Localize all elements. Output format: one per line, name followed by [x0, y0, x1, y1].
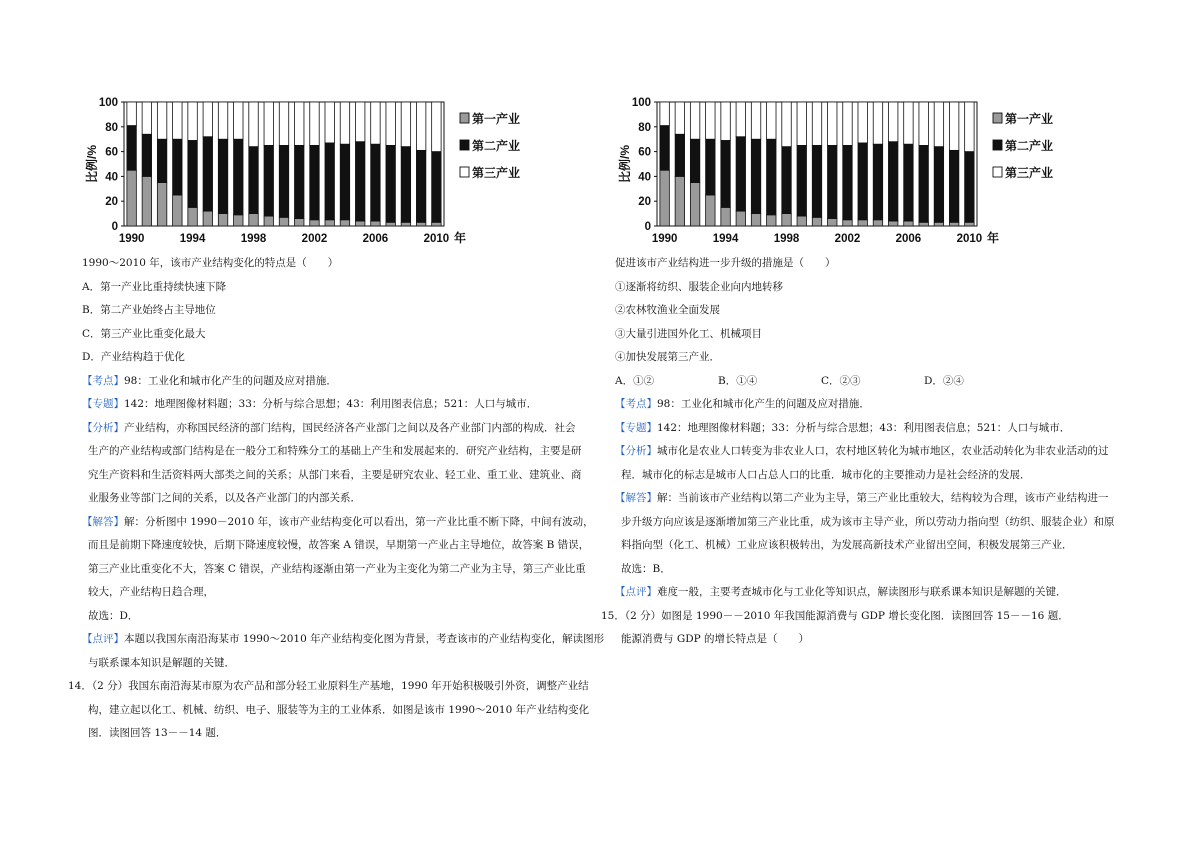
kaodian-tag: 【考点】	[82, 374, 124, 387]
bar-segment	[858, 220, 867, 226]
option-c: C．第三产业比重变化最大	[82, 327, 206, 340]
bar-segment	[173, 139, 182, 195]
zhuanti-tag: 【专题】	[615, 421, 657, 434]
bar-segment	[249, 214, 258, 226]
fenxi-tag: 【分析】	[82, 421, 124, 434]
bar-segment	[249, 102, 258, 147]
bar-segment	[340, 220, 349, 226]
bar-segment	[965, 222, 974, 226]
bar-segment	[949, 150, 958, 222]
bar-segment	[188, 207, 197, 226]
y-axis-label: 比例/%	[618, 144, 632, 184]
dianping-line	[615, 581, 1115, 605]
bar-segment	[751, 102, 760, 139]
fenxi-text: 业服务业等部门之间的关系，以及各产业部门的内部关系．	[88, 492, 361, 504]
bar-segment	[751, 214, 760, 226]
kaodian-text: 98：工业化和城市化产生的问题及应对措施．	[124, 374, 337, 387]
bar-segment	[142, 134, 151, 176]
bar-segment	[888, 102, 897, 142]
options-row	[615, 370, 1115, 394]
jieda-text: 较大，产业结构日趋合理，	[88, 586, 214, 598]
y-tick-label: 0	[111, 221, 118, 233]
x-tick-label: 2006	[362, 233, 389, 245]
bar-segment	[690, 139, 699, 182]
bar-segment	[828, 102, 837, 145]
zhuanti-text: 142：地理图像材料题；33：分析与综合思想；43：利用图表信息；521：人口与城市．	[124, 398, 538, 410]
bar-segment	[949, 222, 958, 226]
dianping-tag: 【点评】	[82, 633, 124, 645]
zhuanti-tag: 【专题】	[82, 398, 124, 410]
bar-segment	[386, 145, 395, 222]
bar-segment	[736, 211, 745, 226]
bar-segment	[904, 144, 913, 221]
bar-segment	[355, 221, 364, 226]
bar-segment	[919, 102, 928, 145]
bar-segment	[371, 221, 380, 226]
bar-segment	[142, 176, 151, 226]
option-c: C．②③	[821, 374, 861, 387]
bar-segment	[873, 220, 882, 226]
item-3: ③大量引进国外化工、机械项目	[615, 327, 762, 340]
fenxi-line	[615, 440, 1115, 464]
bar-segment	[706, 195, 715, 226]
bar-segment	[690, 102, 699, 139]
jieda-text: 解：分析图中 1990－2010 年，该市产业结构变化可以看出，第一产业比重不断下降，中间有波动，	[124, 515, 594, 528]
option-b: B．①④	[718, 374, 758, 387]
fenxi-text: 城市化是农业人口转变为非农业人口，农村地区转化为城市地区，农业活动转化为非农业活动的过	[657, 445, 1109, 457]
bar-segment	[812, 145, 821, 217]
bar-segment	[188, 102, 197, 140]
bar-segment	[234, 139, 243, 215]
right-column	[601, 92, 1115, 652]
bar-segment	[706, 139, 715, 195]
fenxi-text: 究生产资料和生活资料两大部类之间的关系；从部门来看，主要是研究农业、轻工业、重工业、建筑业、商	[88, 468, 582, 481]
bar-segment	[782, 147, 791, 214]
bar-segment	[310, 220, 319, 226]
fenxi-text: 产业结构，亦称国民经济的部门结构，国民经济各产业部门之间以及各产业部门内部的构成．社会	[124, 421, 576, 434]
x-tick-label: 2010	[956, 233, 983, 245]
x-tick-label: 1994	[712, 233, 739, 245]
legend-label: 第三产业	[472, 166, 521, 180]
option-d: D．②④	[924, 374, 964, 387]
y-tick-label: 40	[105, 171, 118, 184]
bar-segment	[858, 102, 867, 143]
jieda-text: 步升级方向应该是逐渐增加第三产业比重，成为该市主导产业，所以劳动力指向型（纺织、服装企业）和原	[621, 515, 1115, 528]
bar-segment	[234, 215, 243, 226]
legend-label: 第一产业	[472, 112, 521, 126]
bar-segment	[767, 215, 776, 226]
bar-segment	[858, 143, 867, 220]
jieda-text: 料指向型（化工、机械）工业应该积极转出，为发展高新技术产业留出空间，积极发展第三产业．	[621, 539, 1073, 551]
kaodian-line	[615, 393, 1115, 417]
bar-segment	[675, 176, 684, 226]
bar-segment	[736, 102, 745, 137]
bar-segment	[295, 145, 304, 218]
bar-segment	[325, 143, 334, 220]
question-15-intro: 15．（2 分）如图是 1990－－2010 年我国能源消费与 GDP 增长变化图．读图回答 15－－16 题．	[601, 609, 1069, 622]
x-tick-label: 1990	[118, 233, 145, 245]
option-b: B．第二产业始终占主导地位	[82, 304, 216, 316]
bar-segment	[660, 126, 669, 171]
item-1: ①逐渐将纺织、服装企业向内地转移	[615, 280, 783, 293]
option-d: D．产业结构趋于优化	[82, 351, 185, 363]
y-tick-label: 20	[638, 196, 651, 209]
bar-segment	[873, 144, 882, 220]
bar-segment	[295, 219, 304, 226]
y-tick-label: 20	[105, 196, 118, 209]
fenxi-text: 程．城市化的标志是城市人口占总人口的比重．城市化的主要推动力是社会经济的发展．	[621, 468, 1031, 481]
option-a: A．①②	[615, 374, 655, 387]
dianping-text: 本题以我国东南沿海某市 1990～2010 年产业结构变化图为背景，考查该市的产业结构变化，解读图形	[124, 633, 605, 645]
legend-swatch	[993, 167, 1002, 177]
bar-segment	[919, 222, 928, 226]
jieda-text: 第三产业比重变化不大，答案 C 错误，产业结构逐渐由第一产业为主变化为第二产业为主导，第三产业比重	[88, 562, 586, 575]
bar-segment	[325, 102, 334, 143]
jieda-tag: 【解答】	[82, 515, 124, 528]
bar-segment	[751, 139, 760, 213]
bar-segment	[660, 170, 669, 226]
jieda-text: 解：当前该市产业结构以第二产业为主导，第三产业比重较大，结构较为合理，该市产业结构进一	[657, 492, 1109, 504]
bar-segment	[797, 216, 806, 226]
bar-segment	[264, 145, 273, 216]
x-tick-label: 2010	[423, 233, 450, 245]
bar-segment	[310, 102, 319, 145]
bar-segment	[843, 145, 852, 219]
bar-segment	[660, 102, 669, 126]
y-tick-label: 60	[638, 146, 651, 159]
bar-segment	[173, 195, 182, 226]
bar-segment	[904, 221, 913, 226]
bar-segment	[690, 183, 699, 226]
bar-segment	[934, 102, 943, 147]
bar-segment	[401, 222, 410, 226]
bar-segment	[325, 220, 334, 226]
x-tick-label: 1998	[773, 233, 800, 245]
bar-segment	[675, 102, 684, 134]
option-a: A．第一产业比重持续快速下降	[82, 280, 227, 293]
jieda-text: 而且是前期下降速度较快，后期下降速度较慢，故答案 A 错误，早期第一产业占主导地位，故答案 B 错误，	[88, 539, 590, 551]
legend-label: 第三产业	[1005, 166, 1054, 180]
left-text	[68, 252, 605, 746]
bar-segment	[721, 140, 730, 207]
bar-segment	[721, 207, 730, 226]
fenxi-line	[82, 417, 582, 441]
bar-segment	[797, 102, 806, 145]
bar-segment	[386, 222, 395, 226]
bar-segment	[432, 222, 441, 226]
bar-segment	[127, 126, 136, 171]
bar-segment	[127, 170, 136, 226]
y-tick-label: 40	[638, 171, 651, 184]
bar-segment	[127, 102, 136, 126]
zhuanti-line	[82, 393, 582, 417]
bar-segment	[888, 142, 897, 221]
dianping-line	[82, 628, 605, 652]
kaodian-text: 98：工业化和城市化产生的问题及应对措施．	[657, 398, 870, 410]
legend-label: 第二产业	[472, 139, 521, 153]
bar-segment	[432, 102, 441, 152]
x-axis-unit: 年	[454, 231, 467, 245]
y-axis-label: 比例/%	[85, 144, 99, 184]
bar-segment	[843, 102, 852, 145]
legend-swatch	[993, 113, 1002, 123]
x-tick-label: 2002	[834, 233, 861, 245]
bar-segment	[310, 145, 319, 219]
bar-segment	[295, 102, 304, 145]
bar-segment	[386, 102, 395, 145]
legend-swatch	[460, 113, 469, 123]
question-14-intro: 14．（2 分）我国东南沿海某市原为农产品和部分轻工业原料生产基地，1990 年开始积极吸引外资，调整产业结	[68, 680, 589, 692]
bar-segment	[218, 102, 227, 139]
bar-segment	[904, 102, 913, 144]
bar-segment	[355, 102, 364, 142]
x-tick-label: 1998	[240, 233, 267, 245]
item-4: ④加快发展第三产业．	[615, 351, 720, 363]
x-axis-unit: 年	[987, 231, 1000, 245]
bar-segment	[371, 102, 380, 144]
bar-segment	[812, 217, 821, 226]
zhuanti-text: 142：地理图像材料题；33：分析与综合思想；43：利用图表信息；521：人口与城市．	[657, 421, 1071, 434]
bar-segment	[965, 152, 974, 223]
jieda-line	[615, 487, 1115, 511]
dianping-text: 难度一般，主要考查城市化与工业化等知识点，解读图形与联系课本知识是解题的关键．	[657, 586, 1067, 598]
bar-segment	[934, 222, 943, 226]
bar-segment	[218, 214, 227, 226]
bar-segment	[767, 139, 776, 215]
bar-segment	[416, 150, 425, 222]
right-text	[601, 252, 1115, 652]
y-tick-label: 0	[644, 221, 651, 233]
bar-segment	[736, 137, 745, 211]
x-tick-label: 2006	[895, 233, 922, 245]
bar-segment	[264, 216, 273, 226]
bar-segment	[828, 219, 837, 226]
x-tick-label: 1994	[179, 233, 206, 245]
x-tick-label: 1990	[651, 233, 678, 245]
item-2: ②农林牧渔业全面发展	[615, 304, 720, 316]
answer-line: 故选：D．	[88, 609, 139, 622]
bar-segment	[279, 145, 288, 217]
bar-segment	[965, 102, 974, 152]
y-tick-label: 80	[105, 121, 118, 134]
bar-segment	[675, 134, 684, 176]
bar-segment	[949, 102, 958, 150]
question-15-stem: 能源消费与 GDP 的增长特点是（ ）	[621, 633, 810, 645]
bar-segment	[279, 102, 288, 145]
bar-segment	[340, 144, 349, 220]
jieda-tag: 【解答】	[615, 492, 657, 504]
bar-segment	[721, 102, 730, 140]
kaodian-tag: 【考点】	[615, 398, 657, 410]
industry-structure-chart-right	[615, 92, 1054, 252]
industry-structure-chart-left	[82, 92, 521, 252]
bar-segment	[355, 142, 364, 221]
legend-label: 第二产业	[1005, 139, 1054, 153]
bar-segment	[188, 140, 197, 207]
bar-segment	[828, 145, 837, 218]
bar-segment	[173, 102, 182, 139]
bar-segment	[706, 102, 715, 139]
x-tick-label: 2002	[301, 233, 328, 245]
bar-segment	[157, 102, 166, 139]
bar-segment	[249, 147, 258, 214]
bar-segment	[340, 102, 349, 144]
bar-segment	[279, 217, 288, 226]
question-14-intro: 图．读图回答 13－－14 题．	[88, 727, 227, 739]
legend-swatch	[460, 140, 469, 150]
bar-segment	[371, 144, 380, 221]
jieda-line	[82, 511, 594, 535]
y-tick-label: 80	[638, 121, 651, 134]
bar-segment	[797, 145, 806, 216]
fenxi-tag: 【分析】	[615, 445, 657, 457]
bar-segment	[401, 147, 410, 223]
bar-segment	[157, 139, 166, 182]
bar-segment	[934, 147, 943, 223]
bar-segment	[416, 102, 425, 150]
y-tick-label: 100	[98, 97, 118, 109]
bar-segment	[919, 145, 928, 222]
bar-segment	[157, 183, 166, 226]
left-column	[68, 92, 605, 746]
dianping-text: 与联系课本知识是解题的关键．	[88, 656, 235, 669]
question-14-intro: 构，建立起以化工、机械、纺织、电子、服装等为主的工业体系．如图是该市 1990～2010 年产业结构变化	[88, 703, 590, 716]
dianping-tag: 【点评】	[615, 586, 657, 598]
fenxi-text: 生产的产业结构或部门结构是在一般分工和特殊分工的基础上产生和发展起来的．研究产业结构，主要是研	[88, 445, 582, 457]
bar-segment	[401, 102, 410, 147]
bar-segment	[203, 137, 212, 211]
bar-segment	[203, 102, 212, 137]
zhuanti-line	[615, 417, 1115, 441]
bar-segment	[432, 152, 441, 223]
bar-segment	[218, 139, 227, 213]
bar-segment	[767, 102, 776, 139]
y-tick-label: 60	[105, 146, 118, 159]
bar-segment	[416, 222, 425, 226]
answer-line: 故选：B．	[621, 562, 671, 575]
kaodian-line	[82, 370, 582, 394]
bar-segment	[888, 221, 897, 226]
question-14-stem: 促进该市产业结构进一步升级的措施是（ ）	[615, 257, 836, 269]
bar-segment	[812, 102, 821, 145]
bar-segment	[203, 211, 212, 226]
bar-segment	[264, 102, 273, 145]
legend-label: 第一产业	[1005, 112, 1054, 126]
legend-swatch	[993, 140, 1002, 150]
question-13-stem: 1990～2010 年，该市产业结构变化的特点是（ ）	[82, 257, 339, 269]
bar-segment	[234, 102, 243, 139]
bar-segment	[142, 102, 151, 134]
legend-swatch	[460, 167, 469, 177]
y-tick-label: 100	[631, 97, 651, 109]
bar-segment	[873, 102, 882, 144]
bar-segment	[782, 214, 791, 226]
bar-segment	[843, 220, 852, 226]
bar-segment	[782, 102, 791, 147]
